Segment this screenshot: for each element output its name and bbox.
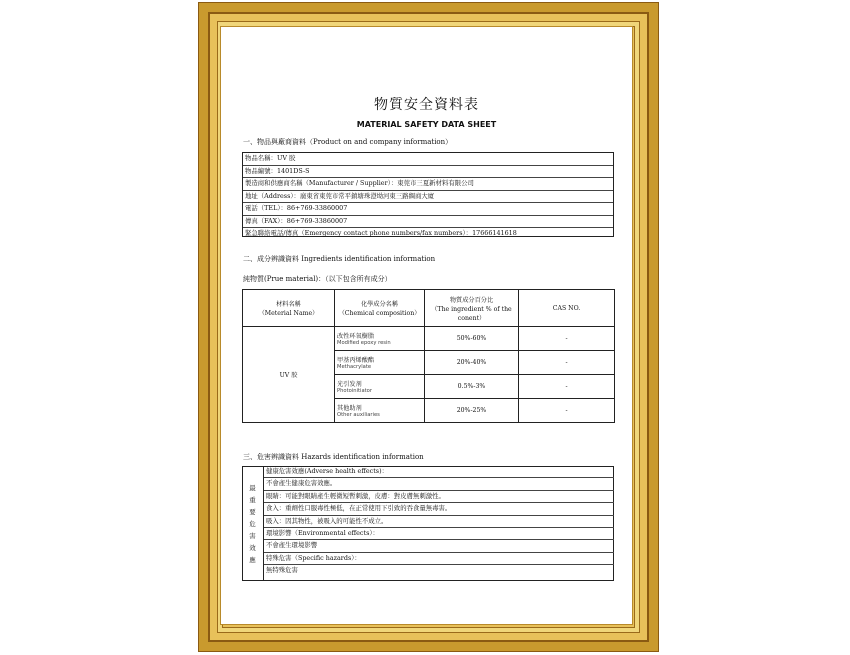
fax-row: 傳真（FAX）：86+769-33860007 xyxy=(243,216,613,229)
composition-en: Methacrylate xyxy=(337,364,372,370)
header-percentage-cn: 物質成分百分比 xyxy=(449,296,494,304)
address-row: 地址（Address）：廣東省東莞市常平鎮塘珠澄坳河東三路綢商大廈 xyxy=(243,191,613,204)
material-cell: UV 胶 xyxy=(243,327,335,423)
header-material-name xyxy=(243,290,335,327)
side-label-char: 效 xyxy=(249,543,256,552)
cas-cell: - xyxy=(519,399,615,423)
cas-cell: - xyxy=(519,351,615,375)
header-percentage-en: （The ingredient % of the conent） xyxy=(431,305,512,322)
table-row xyxy=(243,327,615,351)
composition-cn: 改性环氧樹脂 xyxy=(337,333,375,340)
percentage-cell: 20%-25% xyxy=(425,399,519,423)
composition-cell xyxy=(335,399,425,423)
pure-material-note: 純物質(Prue material)：（以下包含所有成分） xyxy=(243,275,392,283)
header-material-name-en: （Meterial Name） xyxy=(258,310,319,317)
side-label-char: 最 xyxy=(249,483,256,492)
hazard-row: 眼睛：可能對眼睛產生輕微短暫刺激，皮膚：對皮膚無刺激性。 xyxy=(264,491,614,503)
section2-heading: 二、成分辨識資料 Ingredients identification information xyxy=(243,255,436,263)
side-label-char: 害 xyxy=(249,531,256,540)
hazard-row: 吸入：因其物性，被吸入的可能性不成立。 xyxy=(264,516,614,528)
composition-en: Modified epoxy resin xyxy=(337,340,391,346)
hazard-details xyxy=(264,466,614,577)
specific-hazards-heading: 特殊危害（Specific hazards）： xyxy=(264,553,614,565)
header-percentage xyxy=(425,290,519,327)
side-label-char: 危 xyxy=(249,519,256,528)
header-composition-en: （Chemical composition） xyxy=(338,310,421,317)
hazard-row: 不會產生健康危害效應。 xyxy=(264,478,614,490)
side-label-char: 要 xyxy=(249,507,256,516)
header-composition-cn: 化學成分名稱 xyxy=(360,301,399,308)
composition-cn: 其他助剂 xyxy=(337,405,362,412)
composition-cell xyxy=(335,351,425,375)
header-material-name-cn: 材料名稱 xyxy=(276,301,301,308)
health-effects-heading: 健康危害效應(Adverse health effects)： xyxy=(264,466,614,478)
composition-cell xyxy=(335,327,425,351)
ingredients-header-row xyxy=(243,290,615,327)
composition-en: Other auxiliaries xyxy=(337,412,380,418)
environmental-effects-heading: 環境影響（Environmental effects）： xyxy=(264,528,614,540)
manufacturer-row: 製造商和供應商名稱（Manufacturer / Supplier）：東莞市三夏新材料有限公司 xyxy=(243,178,613,191)
hazard-side-label xyxy=(242,466,264,581)
composition-cn: 甲基丙烯酸酯 xyxy=(337,357,375,364)
header-cas: CAS NO. xyxy=(519,290,615,327)
header-chemical-composition xyxy=(335,290,425,327)
hazard-row: 食入：重劑性口服毒性極低，在正常使用下引致的吞食量無毒害。 xyxy=(264,503,614,515)
percentage-cell: 50%-60% xyxy=(425,327,519,351)
document-subtitle: MATERIAL SAFETY DATA SHEET xyxy=(356,120,497,129)
side-label-char: 應 xyxy=(249,555,256,564)
product-info-box xyxy=(242,152,614,237)
ingredients-table xyxy=(242,289,615,423)
percentage-cell: 20%-40% xyxy=(425,351,519,375)
product-code-row: 物品編號：1401DS-S xyxy=(243,166,613,179)
composition-en: Photoinitiator xyxy=(337,388,372,394)
percentage-cell: 0.5%-3% xyxy=(425,375,519,399)
composition-cell xyxy=(335,375,425,399)
section3-heading: 三、危害辨識資料 Hazards identification information xyxy=(243,453,424,461)
cas-cell: - xyxy=(519,375,615,399)
document-title: 物質安全資料表 xyxy=(374,97,479,113)
emergency-contact-row: 緊急聯絡電話/傳真（Emergency contact phone numbers/fax numbers）：17666141618 xyxy=(245,229,517,237)
hazard-row: 不會產生環境影響 xyxy=(264,540,614,552)
section1-heading: 一、物品與廠商資料（Product on and company information） xyxy=(243,138,453,146)
composition-cn: 光引发剂 xyxy=(337,381,362,388)
hazard-row: 無特殊危害 xyxy=(266,566,298,575)
cas-cell: - xyxy=(519,327,615,351)
tel-row: 電話（TEL）：86+769-33860007 xyxy=(243,203,613,216)
side-label-char: 重 xyxy=(249,495,256,504)
product-name-row: 物品名稱：UV 胶 xyxy=(243,153,613,166)
